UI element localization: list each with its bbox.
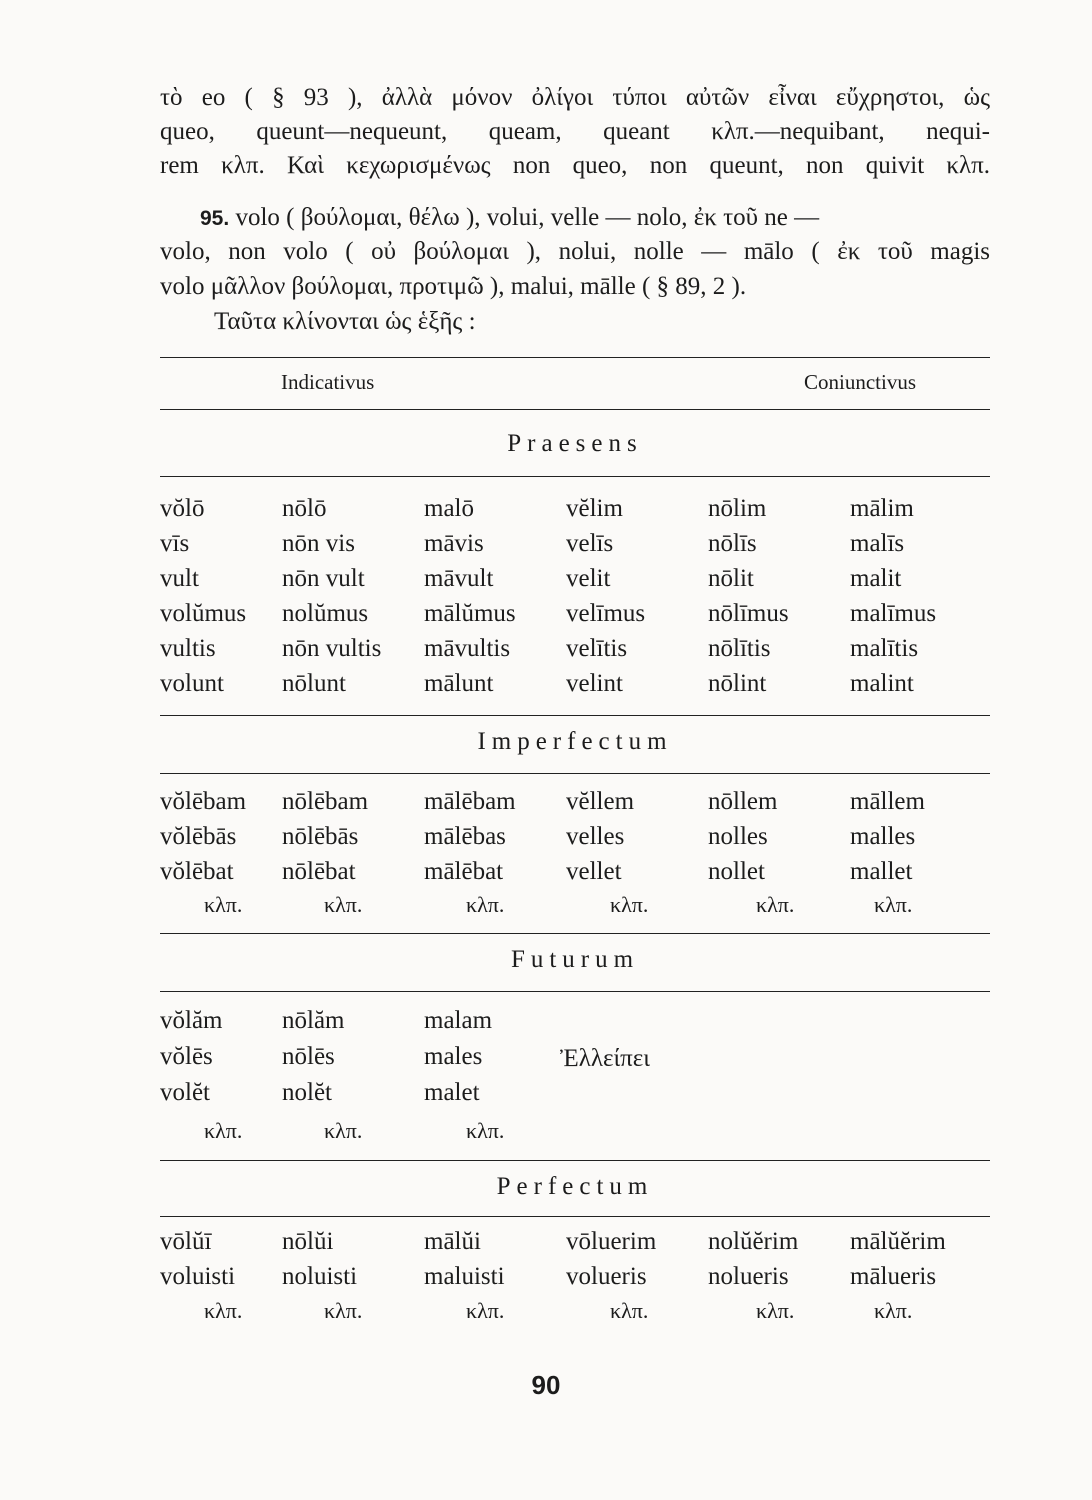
table-cell: vōluerim <box>566 1228 657 1255</box>
table-cell: nōlēbās <box>282 823 359 850</box>
table-cell: malō <box>424 495 474 522</box>
table-row <box>160 1004 990 1038</box>
table-cell: voluisti <box>160 1263 236 1290</box>
table-cell: volunt <box>160 670 224 697</box>
table-cell: nōn vult <box>282 565 365 592</box>
etc-abbreviation: κλπ. <box>204 892 243 917</box>
table-rule <box>160 1160 990 1161</box>
table-cell: mālŭi <box>424 1228 481 1255</box>
table-cell: mālunt <box>424 670 494 697</box>
table-cell: nōlēs <box>282 1043 335 1070</box>
table-cell: nōlăm <box>282 1007 345 1034</box>
table-cell: velit <box>566 565 611 592</box>
table-cell: vŏlēbat <box>160 858 234 885</box>
table-cell: mālŭmus <box>424 600 516 627</box>
table-cell: nōlō <box>282 495 327 522</box>
table-rule <box>160 476 990 477</box>
table-cell: volĕt <box>160 1079 210 1106</box>
table-cell: nolŭmus <box>282 600 369 627</box>
para95-line-1: 95. volo ( βούλομαι, θέλω ), volui, velle — nolo, ἐκ τοῦ ne — <box>200 204 820 231</box>
table-cell: nōlēbam <box>282 788 369 815</box>
table-cell: nōlit <box>708 565 754 592</box>
table-cell: mālŭĕrim <box>850 1228 946 1255</box>
table-cell: nōlīs <box>708 530 757 557</box>
etc-abbreviation: κλπ. <box>324 1118 363 1143</box>
table-cell: nōlēbat <box>282 858 356 885</box>
section-title-perfectum: Perfectum <box>496 1173 654 1200</box>
table-cell: nolŭĕrim <box>708 1228 799 1255</box>
table-rule <box>160 773 990 774</box>
table-row <box>160 492 990 526</box>
futurum-ellipsis-note: Ἐλλείπει <box>560 1045 651 1072</box>
table-rule-top <box>160 357 990 358</box>
table-cell: vultis <box>160 635 216 662</box>
table-cell: malet <box>424 1079 480 1106</box>
table-row <box>160 1225 990 1259</box>
table-cell: velīmus <box>566 600 646 627</box>
etc-row <box>160 1294 990 1328</box>
table-row <box>160 562 990 596</box>
table-cell: malit <box>850 565 902 592</box>
table-cell: malam <box>424 1007 493 1034</box>
table-cell: mālēbat <box>424 858 504 885</box>
table-cell: vŏlō <box>160 495 205 522</box>
table-rule <box>160 409 990 410</box>
table-cell: māllem <box>850 788 925 815</box>
table-cell: nōlŭi <box>282 1228 334 1255</box>
header-coniunctivus: Coniunctivus <box>804 370 917 394</box>
para95-line-3: volo μᾶλλον βούλομαι, προτιμῶ ), malui, mālle ( § 89, 2 ). <box>160 273 747 300</box>
table-cell: malint <box>850 670 914 697</box>
table-cell: vōlŭī <box>160 1228 212 1255</box>
etc-abbreviation: κλπ. <box>756 1298 795 1323</box>
table-cell: malles <box>850 823 916 850</box>
etc-abbreviation: κλπ. <box>610 1298 649 1323</box>
table-cell: māvis <box>424 530 484 557</box>
table-cell: nōn vis <box>282 530 355 557</box>
etc-abbreviation: κλπ. <box>610 892 649 917</box>
section-title-praesens: Praesens <box>507 430 643 457</box>
table-cell: vĕlim <box>566 495 623 522</box>
table-cell: mālēbas <box>424 823 506 850</box>
table-cell: nolueris <box>708 1263 789 1290</box>
intro-line-3: rem κλπ. Καὶ κεχωρισμένως non queo, non queunt, non quivit κλπ. <box>160 152 990 179</box>
table-cell: malītis <box>850 635 919 662</box>
table-row <box>160 1076 990 1110</box>
table-cell: vŏlăm <box>160 1007 223 1034</box>
table-cell: mallet <box>850 858 913 885</box>
etc-abbreviation: κλπ. <box>874 892 913 917</box>
table-cell: vult <box>160 565 199 592</box>
table-cell: volueris <box>566 1263 647 1290</box>
para95-line-2: volo, non volo ( οὐ βούλομαι ), nolui, nolle — mālo ( ἐκ τοῦ magis <box>160 238 990 265</box>
etc-abbreviation: κλπ. <box>874 1298 913 1323</box>
table-cell: malīmus <box>850 600 937 627</box>
table-cell: māvultis <box>424 635 511 662</box>
table-cell: nōlītis <box>708 635 771 662</box>
table-cell: velīs <box>566 530 614 557</box>
intro-line-1: τὸ eo ( § 93 ), ἀλλὰ μόνον ὀλίγοι τύποι αὐτῶν εἶναι εὔχρηστοι, ὡς <box>160 84 990 111</box>
table-rule <box>160 715 990 716</box>
table-cell: vīs <box>160 530 190 557</box>
section-title-imperfectum: Imperfectum <box>477 728 673 755</box>
etc-abbreviation: κλπ. <box>324 892 363 917</box>
table-row <box>160 667 990 701</box>
table-row <box>160 527 990 561</box>
etc-abbreviation: κλπ. <box>466 892 505 917</box>
table-cell: vŏlēbās <box>160 823 237 850</box>
table-cell: mālēbam <box>424 788 516 815</box>
table-cell: vŏlēbam <box>160 788 247 815</box>
page-number: 90 <box>531 1370 561 1400</box>
table-cell: nollet <box>708 858 765 885</box>
table-cell: māvult <box>424 565 494 592</box>
table-cell: vellet <box>566 858 622 885</box>
table-cell: nōlim <box>708 495 767 522</box>
table-cell: maluisti <box>424 1263 505 1290</box>
section-number: 95. <box>200 207 230 230</box>
table-cell: vŏlēs <box>160 1043 213 1070</box>
etc-row <box>160 1114 990 1148</box>
table-cell: nōlunt <box>282 670 346 697</box>
table-rule <box>160 991 990 992</box>
etc-row <box>160 888 990 922</box>
table-cell: nolles <box>708 823 768 850</box>
etc-abbreviation: κλπ. <box>204 1298 243 1323</box>
table-cell: nolĕt <box>282 1079 332 1106</box>
table-row <box>160 820 990 854</box>
table-row <box>160 1260 990 1294</box>
table-cell: noluisti <box>282 1263 358 1290</box>
table-cell: mālim <box>850 495 914 522</box>
table-row <box>160 632 990 666</box>
table-cell: nōllem <box>708 788 778 815</box>
table-cell: velītis <box>566 635 628 662</box>
table-row <box>160 855 990 889</box>
table-rule <box>160 1216 990 1217</box>
para95-line-4: Ταῦτα κλίνονται ὡς ἑξῆς : <box>214 308 476 335</box>
table-cell: nōlīmus <box>708 600 789 627</box>
table-cell: nōn vultis <box>282 635 382 662</box>
table-cell: males <box>424 1043 483 1070</box>
etc-abbreviation: κλπ. <box>204 1118 243 1143</box>
etc-abbreviation: κλπ. <box>466 1118 505 1143</box>
table-row <box>160 785 990 819</box>
etc-abbreviation: κλπ. <box>756 892 795 917</box>
table-rule <box>160 933 990 934</box>
table-cell: vĕllem <box>566 788 635 815</box>
table-cell: mālueris <box>850 1263 937 1290</box>
section-title-futurum: Futurum <box>510 946 640 973</box>
table-cell: velles <box>566 823 625 850</box>
table-cell: volŭmus <box>160 600 247 627</box>
table-cell: malīs <box>850 530 905 557</box>
table-cell: nōlint <box>708 670 767 697</box>
intro-line-2: queo, queunt—nequeunt, queam, queant κλπ.—nequibant, nequi- <box>160 118 990 145</box>
etc-abbreviation: κλπ. <box>466 1298 505 1323</box>
etc-abbreviation: κλπ. <box>324 1298 363 1323</box>
header-indicativus: Indicativus <box>281 370 375 394</box>
table-cell: velint <box>566 670 623 697</box>
table-row <box>160 597 990 631</box>
